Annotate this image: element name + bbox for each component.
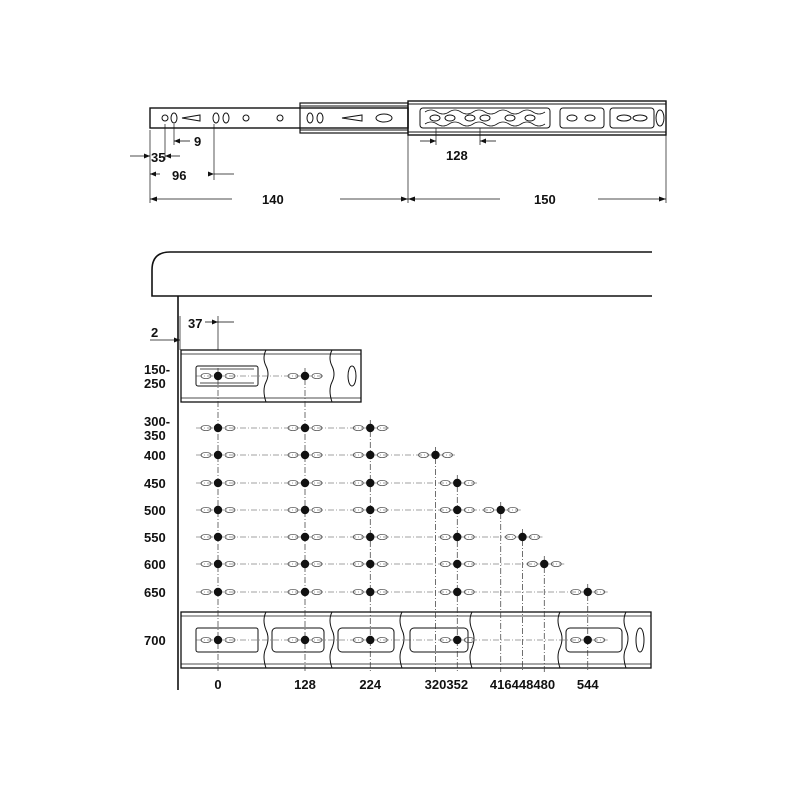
dim-140: 140 [262,192,284,207]
depth-label: 300- [144,414,171,429]
mounting-hole [453,588,461,596]
mounting-hole [301,479,309,487]
mounting-hole [584,588,592,596]
depth-label: 450 [144,476,166,491]
dim-128: 128 [446,148,468,163]
cabinet-side-panel [152,252,652,690]
hole-position-label: 480 [533,677,556,692]
top-dimension-lines [130,124,666,203]
depth-label: 500 [144,503,166,518]
mounting-hole [453,560,461,568]
top-slide-profile [150,101,666,135]
depth-label: 550 [144,530,166,545]
mounting-hole [214,506,222,514]
mounting-hole [453,533,461,541]
hole-position-label: 0 [214,677,222,692]
mounting-hole [366,479,374,487]
hole-position-label: 320 [424,677,447,692]
dim-9: 9 [194,134,202,149]
mounting-hole [366,424,374,432]
mounting-hole [366,636,374,644]
mounting-hole [214,636,222,644]
depth-label: 600 [144,557,166,572]
mounting-hole [366,506,374,514]
hole-position-label: 224 [359,677,382,692]
hole-position-label: 128 [294,677,316,692]
offset-dimensions [150,316,234,350]
mounting-hole [301,424,309,432]
mounting-hole [214,560,222,568]
mounting-hole [214,479,222,487]
mounting-hole [366,451,374,459]
mounting-hole [301,588,309,596]
hole-position-label: 448 [511,677,534,692]
mounting-hole [214,372,222,380]
hole-position-label: 544 [576,677,599,692]
mounting-hole [366,588,374,596]
hole-position-labels [214,677,599,692]
mounting-hole [453,479,461,487]
top-dimension-labels [151,134,556,207]
hole-guide-lines [218,368,588,672]
mounting-hole [214,451,222,459]
mounting-hole [518,533,526,541]
mounting-hole [366,560,374,568]
dim-150: 150 [534,192,556,207]
mounting-hole [214,424,222,432]
mounting-hole [540,560,548,568]
mounting-hole [497,506,505,514]
dim-96: 96 [172,168,187,183]
mounting-hole [431,451,439,459]
dim-offset-2: 2 [151,325,159,340]
dim-35: 35 [151,150,166,165]
mounting-hole [301,372,309,380]
depth-label-line2: 350 [144,428,166,443]
depth-label: 650 [144,585,166,600]
row-center-lines [196,376,608,640]
depth-label: 400 [144,448,166,463]
mounting-hole [453,506,461,514]
mounting-hole [214,533,222,541]
depth-label: 700 [144,633,166,648]
depth-label-line2: 250 [144,376,166,391]
mounting-hole [301,636,309,644]
mounting-hole [214,588,222,596]
mounting-hole [301,451,309,459]
hole-position-label: 352 [446,677,469,692]
dim-offset-37: 37 [188,316,203,331]
mounting-hole [366,533,374,541]
mounting-hole [584,636,592,644]
cabinet-depth-labels [144,362,170,648]
depth-label: 150- [144,362,171,377]
mounting-hole [301,533,309,541]
mounting-hole [301,506,309,514]
mounting-hole [453,636,461,644]
mounting-hole [301,560,309,568]
hole-position-label: 416 [489,677,512,692]
